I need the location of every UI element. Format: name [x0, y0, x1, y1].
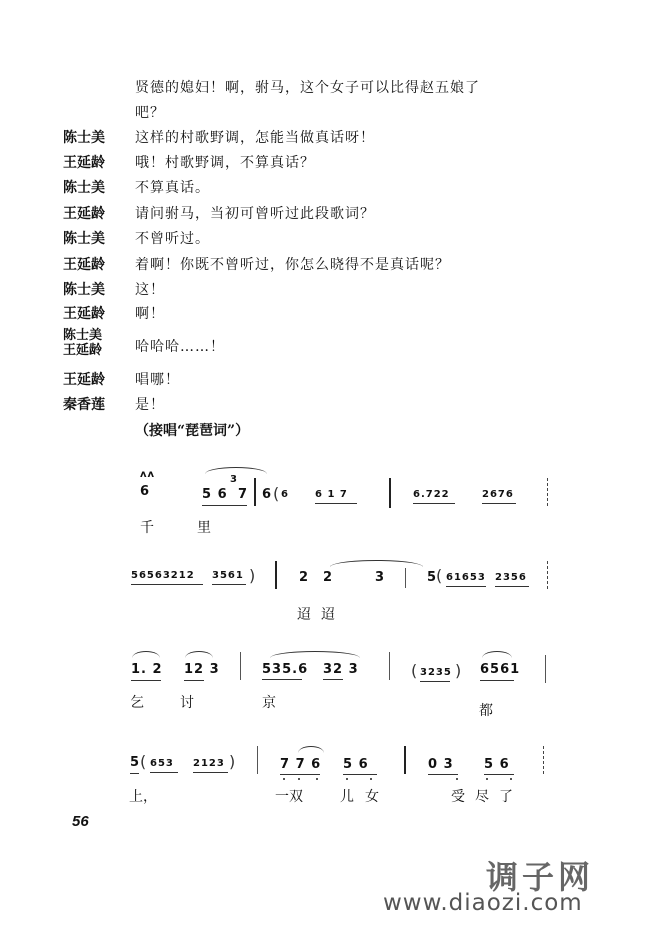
underline: [343, 774, 377, 775]
underline: [212, 584, 246, 585]
underline: [413, 503, 455, 504]
lyric: 千: [140, 520, 154, 536]
slur: [482, 651, 512, 658]
note: 6.722: [413, 489, 450, 500]
speaker: 王延龄: [63, 257, 105, 273]
watermark-title: 调子网: [486, 858, 595, 896]
page-number: 56: [72, 813, 89, 830]
underline: [262, 679, 302, 680]
underline: [202, 505, 247, 506]
underline: [131, 584, 203, 585]
lyric: 儿: [340, 789, 354, 805]
dialogue-text: 哈哈哈……！: [135, 339, 225, 355]
paren-open: (: [273, 484, 280, 503]
note: 3235: [420, 667, 452, 678]
dialogue-text: 请问驸马，当初可曾听过此段歌词？: [135, 206, 375, 222]
slur: [330, 560, 423, 567]
note: 6: [262, 487, 273, 502]
lyric: 受: [451, 789, 465, 805]
lyric: 乞: [130, 695, 144, 711]
lyric: 讨: [180, 695, 194, 711]
speaker: 王延龄: [63, 206, 105, 222]
low-octave-dot: [298, 778, 300, 780]
note: 2: [299, 570, 310, 585]
speaker: 秦香莲: [63, 397, 105, 413]
lyric: 上，: [129, 789, 157, 805]
underline: [193, 772, 228, 773]
underline: [130, 773, 139, 774]
underline: [480, 680, 514, 681]
dialogue-text: 啊！: [135, 306, 165, 322]
lyric: 一双: [275, 789, 303, 805]
underline: [484, 774, 514, 775]
underline: [428, 774, 458, 775]
lyric: 女: [365, 789, 379, 805]
low-octave-dot: [370, 778, 372, 780]
lyric: 迢: [321, 607, 335, 623]
slur: [270, 651, 360, 658]
low-octave-dot: [283, 778, 285, 780]
lyric: 都: [479, 703, 493, 719]
joint-speaker-2: 王延龄: [63, 343, 103, 358]
dialogue-text: 着啊！你既不曾听过，你怎么晓得不是真话呢？: [135, 257, 450, 273]
slur: [132, 651, 160, 658]
underline: [280, 774, 320, 775]
paren-close: ): [455, 661, 462, 680]
note: 12 3: [184, 662, 220, 677]
note: 6: [281, 489, 289, 500]
low-octave-dot: [510, 778, 512, 780]
grace-note: 3: [230, 474, 238, 485]
barline: [547, 561, 548, 589]
note: 2676: [482, 489, 514, 500]
dialogue-text: 唱哪！: [135, 372, 180, 388]
speaker: 陈士美: [63, 231, 105, 247]
watermark-url[interactable]: www.diaozi.com: [383, 890, 583, 916]
note: 61653: [446, 572, 486, 583]
continuation-line-2: 吧？: [135, 105, 165, 121]
note: 5 6: [484, 757, 510, 772]
dialogue-text: 这样的村歌野调，怎能当做真话呀！: [135, 130, 375, 146]
lyric: 里: [197, 520, 211, 536]
note: 3561: [212, 570, 244, 581]
note: 7: [238, 487, 249, 502]
speaker: 王延龄: [63, 372, 105, 388]
note: 3: [375, 570, 386, 585]
note: 2: [323, 570, 334, 585]
low-octave-dot: [346, 778, 348, 780]
stage-cue: （接唱“琵琶词”）: [135, 423, 250, 439]
dialogue-text: 这！: [135, 282, 165, 298]
underline: [495, 586, 529, 587]
note: 56563212: [131, 570, 195, 581]
barline: [389, 652, 390, 680]
paren-close: ): [229, 752, 236, 771]
paren-open: (: [411, 661, 418, 680]
barline: [547, 478, 548, 508]
note: 7 7 6: [280, 757, 322, 772]
joint-speaker-1: 陈士美: [63, 328, 103, 343]
note: 0 3: [428, 757, 454, 772]
low-octave-dot: [316, 778, 318, 780]
slur: [298, 746, 324, 753]
lyric: 尽: [475, 789, 489, 805]
speaker: 王延龄: [63, 306, 105, 322]
barline: [404, 746, 406, 774]
underline: [131, 680, 161, 681]
barline: [257, 746, 258, 774]
dialogue-text: 不算真话。: [135, 180, 210, 196]
lyric: 了: [499, 789, 513, 805]
speaker: 陈士美: [63, 282, 105, 298]
barline: [240, 652, 241, 680]
slur: [205, 467, 267, 474]
barline: [254, 478, 256, 506]
note: 6561: [480, 662, 521, 677]
note: 2356: [495, 572, 527, 583]
barline: [275, 561, 277, 589]
ornament-mark: ʌʌ: [140, 469, 156, 480]
underline: [482, 503, 516, 504]
speaker: 王延龄: [63, 155, 105, 171]
underline: [323, 679, 343, 680]
note: 653: [150, 758, 174, 769]
underline: [446, 586, 486, 587]
barline: [543, 746, 544, 776]
dialogue-text: 不曾听过。: [135, 231, 210, 247]
slur: [185, 651, 213, 658]
note: 5: [130, 755, 141, 770]
barline: [389, 478, 391, 508]
lyric: 迢: [297, 607, 311, 623]
note: 6: [140, 484, 151, 499]
underline: [315, 503, 357, 504]
dialogue-text: 是！: [135, 397, 165, 413]
note: 535.6: [262, 662, 309, 677]
underline: [184, 680, 204, 681]
note: 2123: [193, 758, 225, 769]
continuation-line-1: 贤德的媳妇！啊，驸马，这个女子可以比得赵五娘了: [135, 80, 480, 96]
barline: [405, 568, 406, 588]
speaker: 陈士美: [63, 130, 105, 146]
note: 6 1 7: [315, 489, 348, 500]
underline: [150, 772, 178, 773]
note: 1. 2: [131, 662, 163, 677]
low-octave-dot: [486, 778, 488, 780]
low-octave-dot: [456, 778, 458, 780]
note: 32 3: [323, 662, 359, 677]
note: 5 6: [202, 487, 228, 502]
barline: [545, 655, 546, 683]
speaker: 陈士美: [63, 180, 105, 196]
paren-open: (: [436, 566, 443, 585]
note: 5: [427, 570, 438, 585]
dialogue-text: 哦！村歌野调，不算真话？: [135, 155, 315, 171]
note: 5 6: [343, 757, 369, 772]
underline: [420, 681, 450, 682]
paren-open: (: [140, 752, 147, 771]
lyric: 京: [262, 695, 276, 711]
paren-close: ): [249, 566, 256, 585]
